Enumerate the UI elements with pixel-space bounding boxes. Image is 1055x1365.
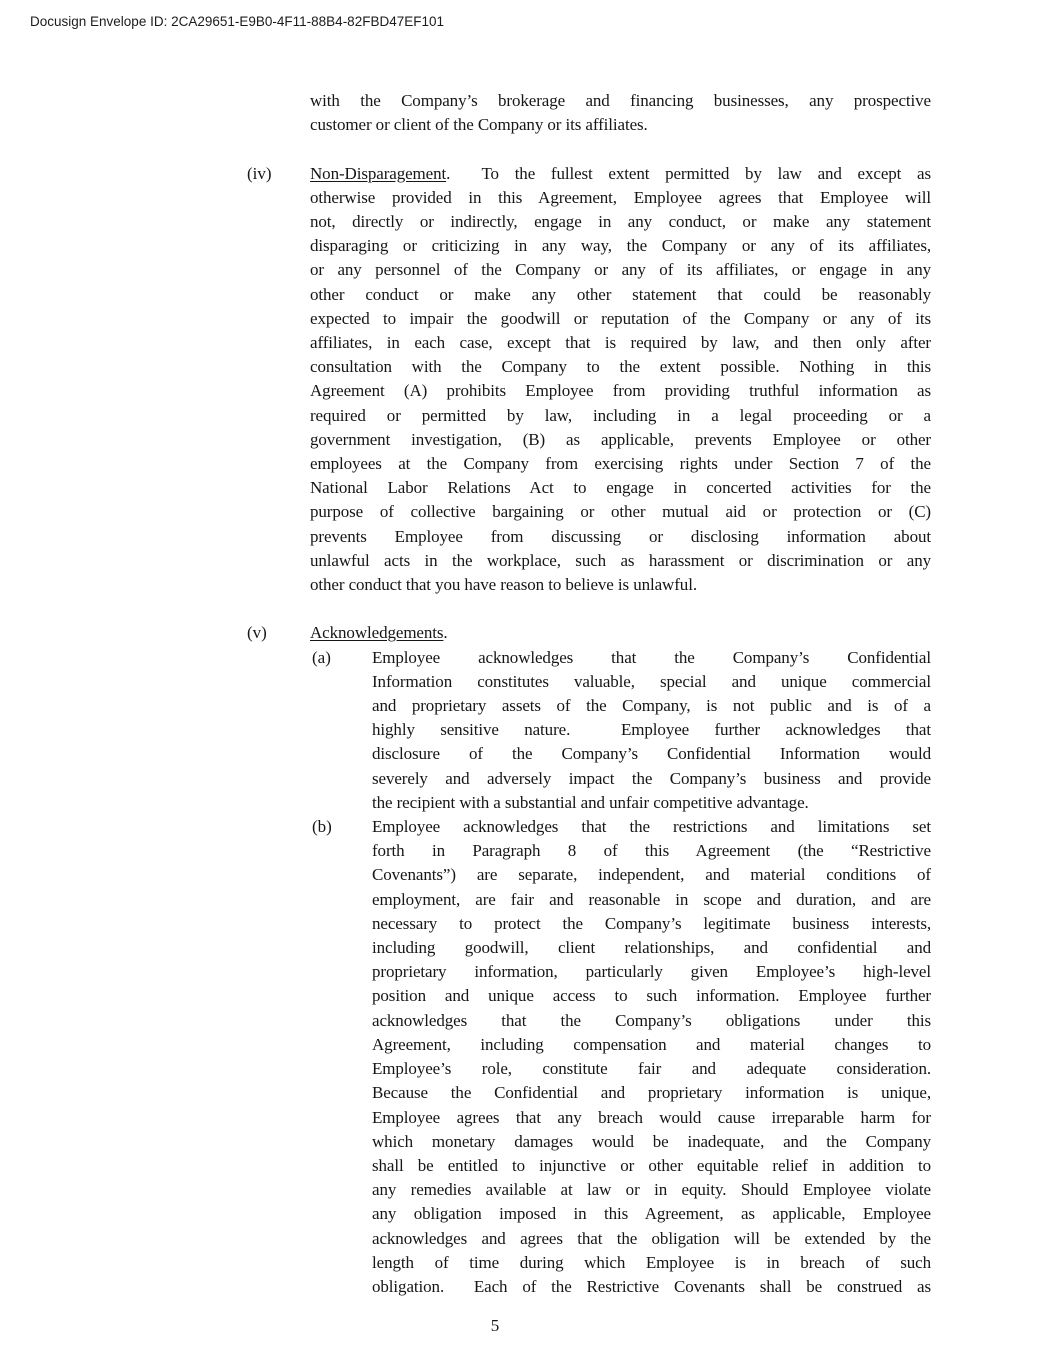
text-line: Employee agrees that any breach would cause irreparable harm for (372, 1107, 931, 1127)
text-line: obligation. Each of the Restrictive Covenants shall be construed as (372, 1276, 931, 1296)
text-line: shall be entitled to injunctive or other equitable relief in addition to (372, 1155, 931, 1175)
document-body (247, 89, 933, 1299)
text-line: customer or client of the Company or its affiliates. (310, 115, 648, 135)
text-line: Agreement, including compensation and material changes to (372, 1034, 931, 1054)
page-number: 5 (490, 1316, 500, 1335)
text-line: or any personnel of the Company or any of its affiliates, or engage in any (310, 260, 931, 280)
text-line: acknowledges that the Company’s obligations under this (372, 1010, 931, 1030)
text-line: Employee acknowledges that the Company’s Confidential (372, 647, 931, 667)
text-line: with the Company’s brokerage and financing businesses, any prospective (310, 91, 931, 110)
text-line: employment, are fair and reasonable in scope and duration, and are (372, 889, 931, 909)
text-line: proprietary information, particularly given Employee’s high-level (372, 962, 931, 982)
text-line: Information constitutes valuable, special and unique commercial (372, 671, 931, 691)
paragraph-gap (247, 137, 933, 161)
item-label: (iv) (247, 163, 272, 183)
section-text (310, 162, 931, 598)
item-label (247, 89, 310, 137)
section-text (310, 621, 931, 1299)
text-line: Non-Disparagement. To the fullest extent permitted by law and except as (310, 163, 931, 183)
text-line: National Labor Relations Act to engage in concerted activities for the (310, 478, 931, 498)
text-line: any obligation imposed in this Agreement, as applicable, Employee (372, 1204, 931, 1224)
text-line: unlawful acts in the workplace, such as harassment or discrimination or any (310, 550, 931, 570)
section-v (247, 621, 933, 1299)
text-line: government investigation, (B) as applicable, prevents Employee or other (310, 429, 931, 449)
text-line: Employee acknowledges that the restrictions and limitations set (372, 817, 931, 837)
text-line: Agreement (A) prohibits Employee from providing truthful information as (310, 381, 931, 401)
text-line: employees at the Company from exercising rights under Section 7 of the (310, 454, 931, 474)
text-line: not, directly or indirectly, engage in any conduct, or make any statement (310, 212, 931, 231)
subitem-a (310, 646, 931, 815)
subitem-text (372, 815, 931, 1299)
text-line: affiliates, in each case, except that is required by law, and then only after (310, 333, 931, 353)
text-line: required or permitted by law, including in a legal proceeding or a (310, 405, 931, 425)
text-line: prevents Employee from discussing or disclosing information about (310, 526, 931, 546)
section-continuation (247, 89, 933, 137)
subitem-b (310, 815, 931, 1299)
text-line: disparaging or criticizing in any way, the Company or any of its affiliates, (310, 236, 931, 256)
text-line: position and unique access to such information. Employee further (372, 986, 931, 1006)
subitem-text (372, 646, 931, 815)
text-line: Covenants”) are separate, independent, and material conditions of (372, 865, 931, 885)
text-line: any remedies available at law or in equity. Should Employee violate (372, 1180, 931, 1200)
text-line: severely and adversely impact the Company’s business and provide (372, 768, 931, 788)
item-label: (v) (247, 623, 267, 643)
section-heading: Acknowledgements (310, 623, 444, 643)
text-line: purpose of collective bargaining or other mutual aid or protection or (C) (310, 502, 931, 522)
section-heading: Non-Disparagement (310, 163, 447, 183)
text-line: necessary to protect the Company’s legitimate business interests, (372, 913, 931, 933)
text-line: forth in Paragraph 8 of this Agreement (the “Restrictive (372, 841, 931, 861)
docusign-envelope-id: Docusign Envelope ID: 2CA29651-E9B0-4F11-88B4-82FBD47EF101 (30, 14, 444, 29)
text-line: the recipient with a substantial and unfair competitive advantage. (372, 792, 809, 812)
paragraph-gap (247, 597, 933, 621)
text-line: and proprietary assets of the Company, is not public and is of a (372, 696, 931, 716)
text-line: Employee’s role, constitute fair and adequate consideration. (372, 1059, 931, 1079)
section-iv (247, 162, 933, 598)
subitem-label: (b) (312, 817, 332, 837)
text-line: which monetary damages would be inadequate, and the Company (372, 1131, 931, 1151)
text-line: other conduct or make any other statement that could be reasonably (310, 284, 931, 304)
text-line: otherwise provided in this Agreement, Employee agrees that Employee will (310, 187, 931, 207)
section-text (310, 89, 931, 137)
text-line: expected to impair the goodwill or reputation of the Company or any of its (310, 308, 931, 328)
text-line: Acknowledgements. (310, 623, 448, 643)
subitem-label: (a) (312, 647, 331, 667)
text-line: highly sensitive nature. Employee further acknowledges that (372, 720, 931, 740)
text-line: consultation with the Company to the extent possible. Nothing in this (310, 357, 931, 377)
text-line: Because the Confidential and proprietary information is unique, (372, 1083, 931, 1103)
text-line: other conduct that you have reason to believe is unlawful. (310, 575, 697, 595)
text-line: disclosure of the Company’s Confidential Information would (372, 744, 931, 764)
text-line: length of time during which Employee is in breach of such (372, 1252, 931, 1272)
text-line: acknowledges and agrees that the obligation will be extended by the (372, 1228, 931, 1248)
text-line: including goodwill, client relationships, and confidential and (372, 938, 931, 958)
